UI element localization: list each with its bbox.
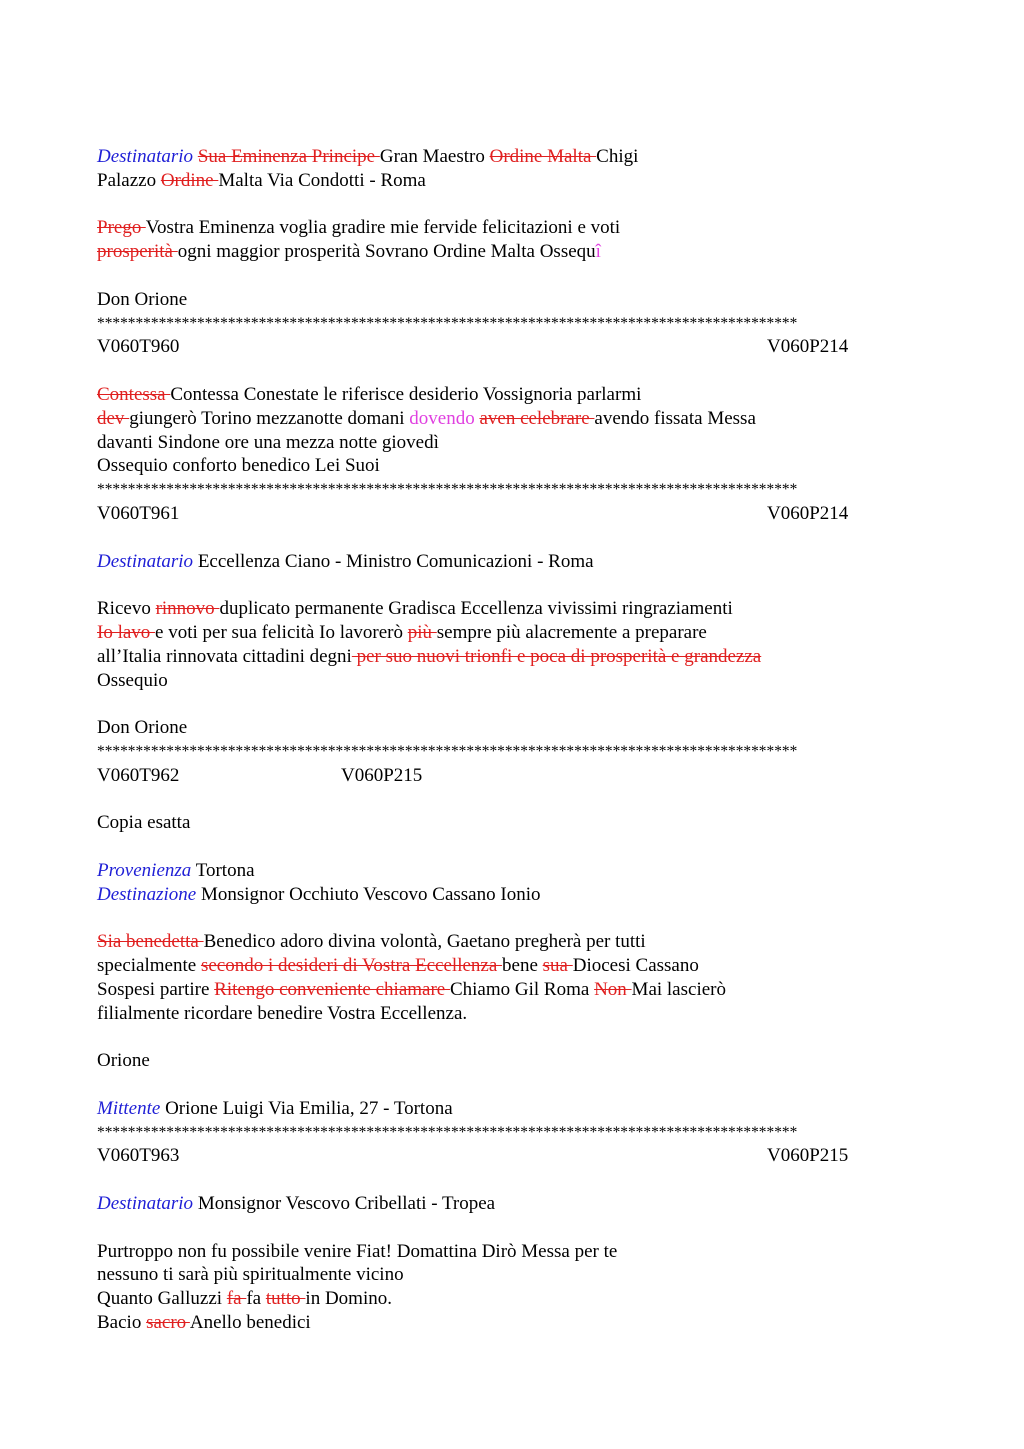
text: Chigi [596,146,639,167]
recipient-label: Destinatario [97,146,194,167]
text: fa [246,1288,266,1310]
destination-line [97,883,927,907]
destination-label: Destinazione [97,883,197,905]
deleted-text: Sia benedetta [97,931,204,953]
body-line [97,1311,927,1335]
body-line [97,407,927,431]
text: Palazzo [97,169,161,191]
telegram-ref: V060T962 [97,764,180,786]
text: Monsignor Occhiuto Vescovo Cassano Ionio [196,883,541,905]
body-line: Ossequio conforto benedico Lei Suoi [97,455,380,477]
text: Anello benedici [189,1312,311,1334]
body-line [97,240,927,264]
address-line [97,169,927,193]
signature: Don Orione [97,717,188,739]
deleted-text: Ordine Malta [489,146,597,167]
body-line [97,1287,927,1311]
deleted-text: Ritengo conveniente chiamare [214,978,450,1000]
telegram-ref: V060T961 [97,502,180,524]
text: Chiamo Gil Roma [449,978,595,1000]
recipient-line [97,145,927,169]
deleted-text: Prego [97,217,146,239]
text: avendo fissata Messa [594,407,756,429]
text: Malta Via Condotti - Roma [218,169,426,191]
text: all’Italia rinnovata cittadini degni [97,645,352,667]
text: Gran Maestro [379,146,490,167]
deleted-text: Io lavo [97,621,156,643]
text: Ricevo [97,598,156,620]
body-line [97,216,927,240]
separator-stars: ******************************************************************************************* [97,314,798,332]
deleted-text: fa [226,1288,247,1310]
origin-label: Provenienza [97,859,192,881]
recipient-label: Destinatario [97,550,194,572]
text: Monsignor Vescovo Cribellati - Tropea [193,1193,496,1215]
reference-line [97,1144,927,1168]
body-line: davanti Sindone ore una mezza notte giovedì [97,431,439,453]
text: Orione Luigi Via Emilia, 27 - Tortona [160,1097,453,1119]
inserted-text: dovendo [409,407,475,429]
telegram-ref: V060T963 [97,1145,180,1167]
telegram-ref: V060T960 [97,336,180,358]
text: specialmente [97,955,201,977]
page-ref: V060P214 [767,502,849,524]
inserted-text: î [595,241,601,263]
body-line [97,383,927,407]
deleted-text: aven celebrare [479,407,595,429]
text: Mai lascierò [631,978,726,1000]
deleted-text: prosperità [97,241,178,263]
text: e voti per sua felicità Io lavorerò [155,621,408,643]
reference-line [97,502,927,526]
page-ref: V060P215 [341,764,423,786]
deleted-text: sua [542,955,573,977]
deleted-text: più [407,621,437,643]
deleted-text: Ordine [160,169,219,191]
deleted-text: dev [97,407,130,429]
separator-stars: ******************************************************************************************* [97,481,798,499]
body-line [97,597,927,621]
deleted-text: secondo i desideri di Vostra Eccellenza [200,955,503,977]
text: bene [502,955,543,977]
body-line [97,954,927,978]
text: sempre più alacremente a preparare [436,621,707,643]
text: Eccellenza Ciano - Ministro Comunicazioni - Roma [193,550,594,572]
reference-line [97,335,927,359]
deleted-text: Non [594,978,632,1000]
document-page [97,145,927,1335]
deleted-text: Contessa [97,383,171,405]
text: ogni maggior prosperità Sovrano Ordine Malta Ossequ [177,241,596,263]
deleted-text: sacro [146,1312,190,1334]
deleted-text: per suo nuovi trionfi e poca di prosperità e grandezza [351,645,762,667]
body-line: Ossequio [97,669,168,691]
recipient-line [97,550,927,574]
text: Sospesi partire [97,978,215,1000]
recipient-line [97,1192,927,1216]
body-line [97,621,927,645]
text: Quanto Galluzzi [97,1288,227,1310]
text: Diocesi Cassano [572,955,699,977]
reference-line [97,764,927,788]
separator-stars: ******************************************************************************************* [97,1123,798,1141]
sender-label: Mittente [97,1097,161,1119]
signature: Orione [97,1050,150,1072]
body-line [97,978,927,1002]
text: Tortona [191,859,255,881]
text: Vostra Eminenza voglia gradire mie fervide felicitazioni e voti [145,217,621,239]
body-line [97,930,927,954]
deleted-text: Sua Eminenza Principe [197,146,380,167]
deleted-text: tutto [265,1288,306,1310]
text: giungerò Torino mezzanotte domani [129,407,410,429]
text: Benedico adoro divina volontà, Gaetano pregherà per tutti [203,931,646,953]
body-line [97,645,927,669]
signature: Don Orione [97,288,188,310]
separator-stars: ******************************************************************************************* [97,742,798,760]
copy-note: Copia esatta [97,812,191,834]
deleted-text: rinnovo [155,598,220,620]
page-ref: V060P215 [767,1145,849,1167]
text: Bacio [97,1312,147,1334]
sender-line [97,1097,927,1121]
origin-line [97,859,927,883]
body-line: filialmente ricordare benedire Vostra Eccellenza. [97,1002,468,1024]
body-line: nessuno ti sarà più spiritualmente vicino [97,1264,404,1286]
recipient-label: Destinatario [97,1193,194,1215]
body-line: Purtroppo non fu possibile venire Fiat! Domattina Dirò Messa per te [97,1240,618,1262]
text: Contessa Conestate le riferisce desiderio Vossignoria parlarmi [170,383,642,405]
text: duplicato permanente Gradisca Eccellenza vivissimi ringraziamenti [219,598,733,620]
text: in Domino. [305,1288,392,1310]
page-ref: V060P214 [767,336,849,358]
